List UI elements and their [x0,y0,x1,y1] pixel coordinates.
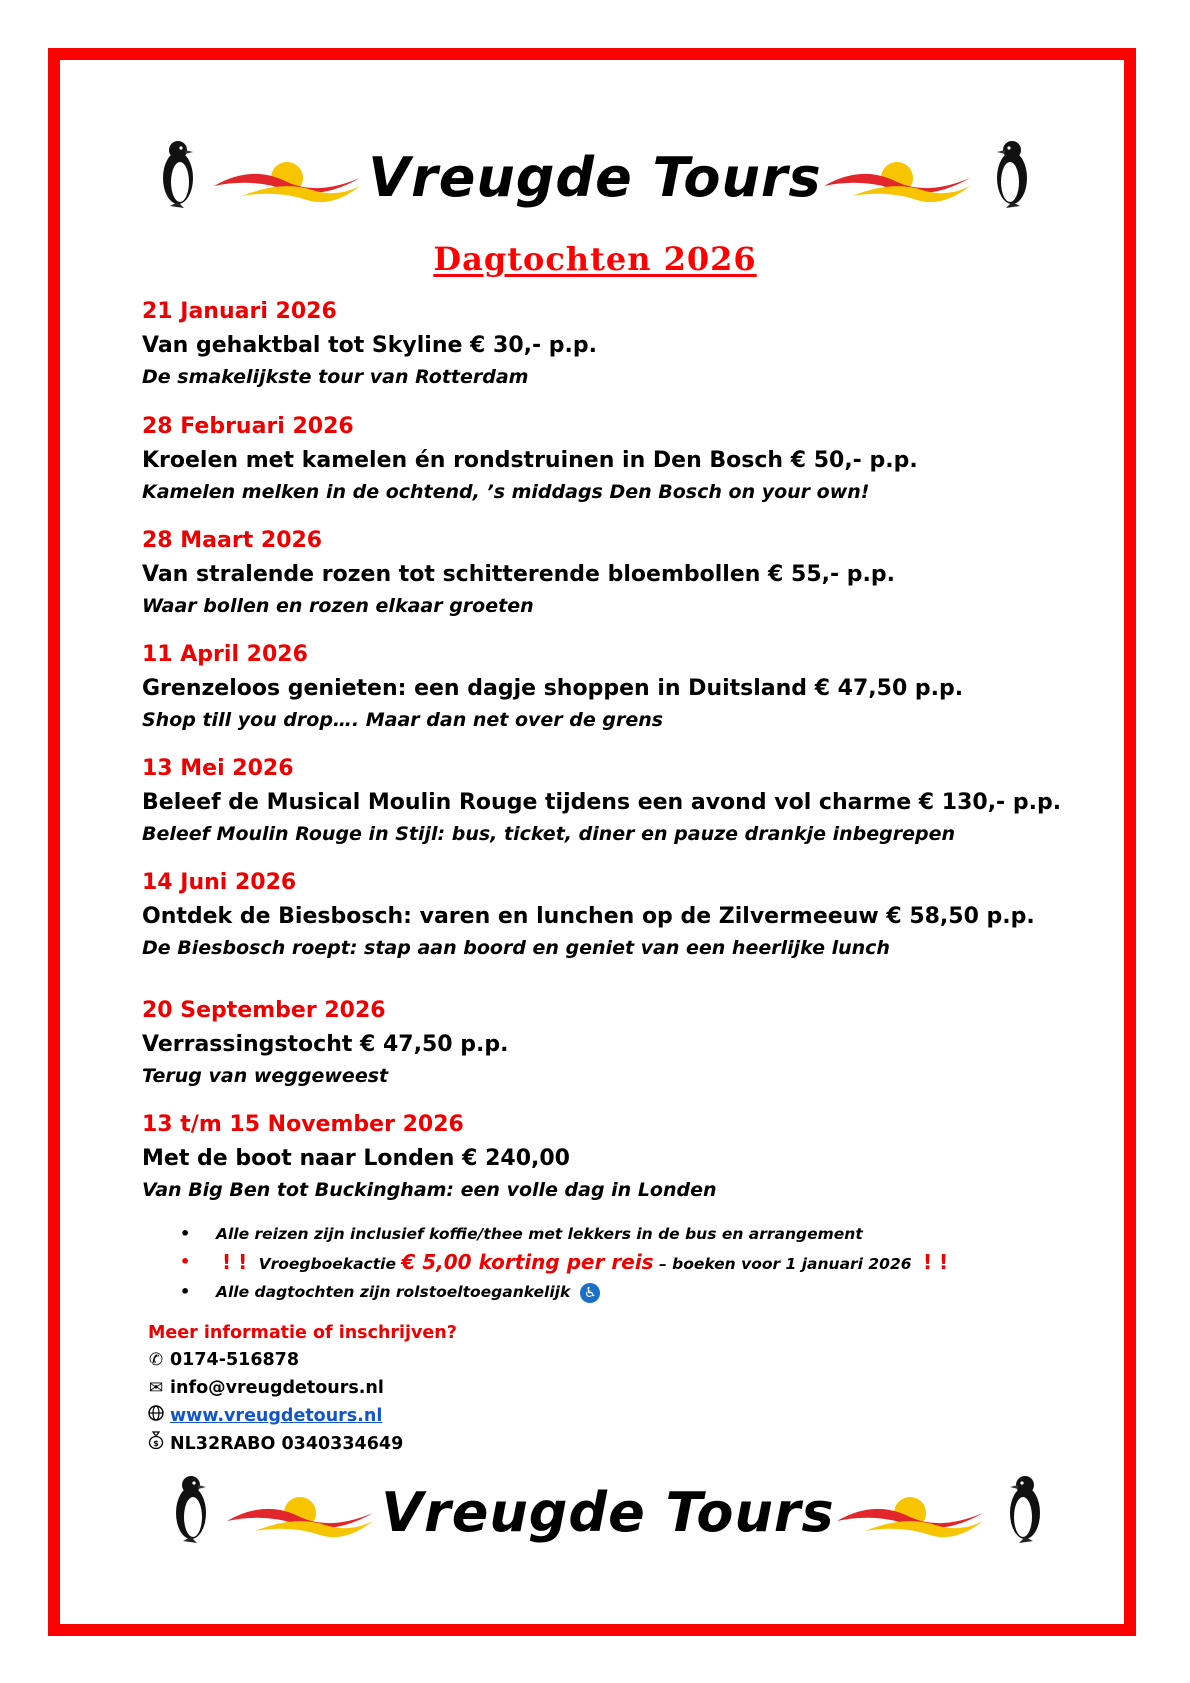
page-title: Dagtochten 2026 [433,240,757,278]
exclamation-icon: ! ! [922,1250,949,1274]
trip-item [142,869,1102,961]
trip-description: De smakelijkste tour van Rotterdam [142,366,529,388]
note-early-booking: • ! ! Vroegboekactie € 5,00 korting per reis – boeken voor 1 januari 2026 ! ! [180,1248,1080,1278]
trip-name: Grenzeloos genieten: een dagje shoppen in Duitsland € 47,50 p.p. [142,676,964,701]
trip-name: Kroelen met kamelen én rondstruinen in Den Bosch € 50,- p.p. [142,448,918,473]
trip-description: De Biesbosch roept: stap aan boord en geniet van een heerlijke lunch [142,937,890,959]
phone-icon: ✆ [148,1350,164,1370]
logo-header [150,138,1040,228]
trip-item [142,641,1102,733]
note-coffee: • Alle reizen zijn inclusief koffie/thee met lekkers in de bus en arrangement [180,1220,1080,1248]
penguin-icon [1003,1473,1047,1545]
trip-description: Kamelen melken in de ochtend, ’s middags Den Bosch on your own! [142,481,870,503]
trip-description: Beleef Moulin Rouge in Stijl: bus, ticket, diner en pauze drankje inbegrepen [142,823,956,845]
brand-title: Vreugde Tours [381,1481,835,1544]
trip-date: 11 April 2026 [142,642,308,667]
trip-name: Ontdek de Biesbosch: varen en lunchen op de Zilvermeeuw € 58,50 p.p. [142,904,1035,929]
trip-item [142,527,1102,619]
trip-name: Verrassingstocht € 47,50 p.p. [142,1032,509,1057]
envelope-icon: ✉ [148,1378,164,1398]
money-bag-icon [146,1430,166,1458]
trip-description: Waar bollen en rozen elkaar groeten [142,595,534,617]
brand-title: Vreugde Tours [368,146,822,209]
trip-item [142,1111,1102,1203]
trip-name: Van stralende rozen tot schitterende bloembollen € 55,- p.p. [142,562,895,587]
sun-swoosh-icon [212,156,362,206]
contact-iban: $ NL32RABO 0340334649 [146,1430,746,1458]
sun-swoosh-icon [822,156,972,206]
sun-swoosh-icon [225,1491,375,1541]
penguin-icon [990,138,1034,210]
notes-list [180,1220,1080,1306]
contact-email: ✉ info@vreugdetours.nl [146,1374,746,1402]
website-link[interactable]: www.vreugdetours.nl [170,1406,383,1426]
trip-name: Met de boot naar Londen € 240,00 [142,1146,570,1171]
trip-name: Van gehaktbal tot Skyline € 30,- p.p. [142,333,597,358]
exclamation-icon: ! ! [222,1250,248,1274]
trip-item [142,413,1102,505]
globe-icon [146,1402,166,1430]
penguin-icon [156,138,200,210]
penguin-icon [169,1473,213,1545]
logo-footer [163,1473,1053,1563]
trip-description: Van Big Ben tot Buckingham: een volle dag in Londen [142,1179,717,1201]
svg-text:$: $ [153,1439,159,1448]
trip-description: Terug van weggeweest [142,1065,389,1087]
contact-phone: ✆ 0174-516878 [146,1346,746,1374]
wheelchair-icon: ♿ [580,1283,600,1303]
contact-heading: Meer informatie of inschrijven? [148,1323,457,1343]
contact-website [146,1402,746,1430]
trip-item [142,755,1102,847]
trip-date: 13 t/m 15 November 2026 [142,1112,464,1137]
discount-text: € 5,00 korting per reis [401,1250,654,1274]
trip-date: 20 September 2026 [142,998,386,1023]
trip-date: 13 Mei 2026 [142,756,294,781]
trip-date: 28 Maart 2026 [142,528,323,553]
trip-name: Beleef de Musical Moulin Rouge tijdens een avond vol charme € 130,- p.p. [142,790,1062,815]
trip-date: 28 Februari 2026 [142,414,354,439]
contact-block [146,1320,746,1458]
trip-date: 14 Juni 2026 [142,870,297,895]
sun-swoosh-icon [835,1491,985,1541]
trip-description: Shop till you drop…. Maar dan net over de grens [142,709,664,731]
trip-date: 21 Januari 2026 [142,299,337,324]
trip-item [142,298,1102,390]
trip-item [142,997,1102,1089]
note-wheelchair: • Alle dagtochten zijn rolstoeltoegankelijk ♿ [180,1278,1080,1306]
